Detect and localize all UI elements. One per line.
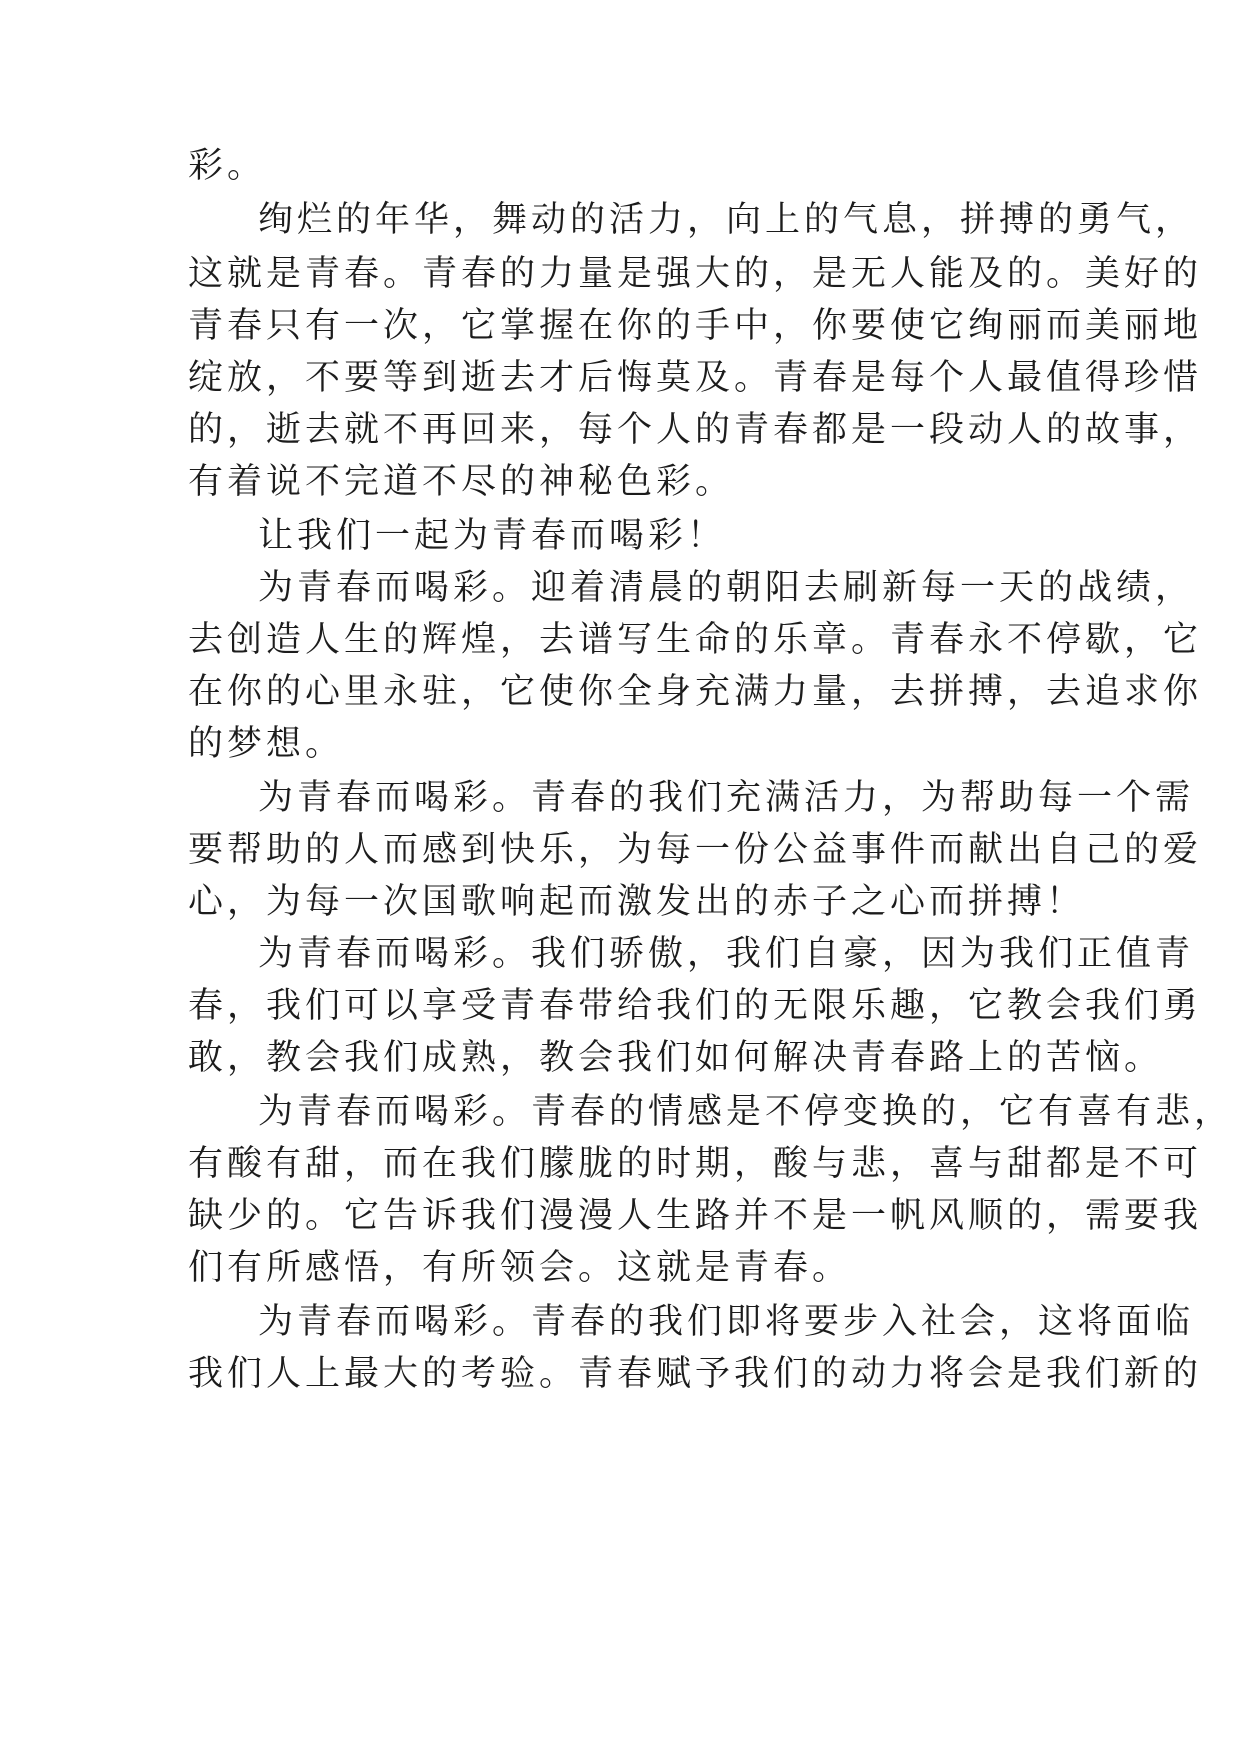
text-line: 有着说不完道不尽的神秘色彩。 xyxy=(188,462,735,502)
paragraph-start-line: 为青春而喝彩。迎着清晨的朝阳去刷新每一天的战绩， xyxy=(258,568,1195,608)
text-line: 我们人上最大的考验。青春赋予我们的动力将会是我们新的 xyxy=(188,1354,1203,1394)
paragraph-start-line: 绚烂的年华，舞动的活力，向上的气息，拼搏的勇气， xyxy=(258,200,1195,240)
text-line: 心，为每一次国歌响起而激发出的赤子之心而拼搏！ xyxy=(188,882,1086,922)
text-line: 彩。 xyxy=(188,146,267,186)
paragraph-start-line: 为青春而喝彩。青春的我们即将要步入社会，这将面临 xyxy=(258,1302,1195,1342)
paragraph-start-line: 让我们一起为青春而喝彩！ xyxy=(258,516,727,556)
paragraph-start-line: 为青春而喝彩。青春的情感是不停变换的，它有喜有悲， xyxy=(258,1092,1234,1132)
text-line: 去创造人生的辉煌，去谱写生命的乐章。青春永不停歇，它 xyxy=(188,620,1203,660)
paragraph-start-line: 为青春而喝彩。我们骄傲，我们自豪，因为我们正值青 xyxy=(258,934,1195,974)
text-line: 缺少的。它告诉我们漫漫人生路并不是一帆风顺的，需要我 xyxy=(188,1196,1203,1236)
paragraph-start-line: 为青春而喝彩。青春的我们充满活力，为帮助每一个需 xyxy=(258,778,1195,818)
text-line: 敢，教会我们成熟，教会我们如何解决青春路上的苦恼。 xyxy=(188,1038,1164,1078)
text-line: 们有所感悟，有所领会。这就是青春。 xyxy=(188,1248,852,1288)
text-line: 的梦想。 xyxy=(188,724,345,764)
text-line: 春，我们可以享受青春带给我们的无限乐趣，它教会我们勇 xyxy=(188,986,1203,1026)
text-line: 的，逝去就不再回来，每个人的青春都是一段动人的故事， xyxy=(188,410,1203,450)
text-line: 绽放，不要等到逝去才后悔莫及。青春是每个人最值得珍惜 xyxy=(188,358,1203,398)
text-line: 有酸有甜，而在我们朦胧的时期，酸与悲，喜与甜都是不可 xyxy=(188,1144,1203,1184)
text-line: 这就是青春。青春的力量是强大的，是无人能及的。美好的 xyxy=(188,254,1203,294)
text-line: 要帮助的人而感到快乐，为每一份公益事件而献出自己的爱 xyxy=(188,830,1203,870)
text-line: 青春只有一次，它掌握在你的手中，你要使它绚丽而美丽地 xyxy=(188,306,1203,346)
text-line: 在你的心里永驻，它使你全身充满力量，去拼搏，去追求你 xyxy=(188,672,1203,712)
